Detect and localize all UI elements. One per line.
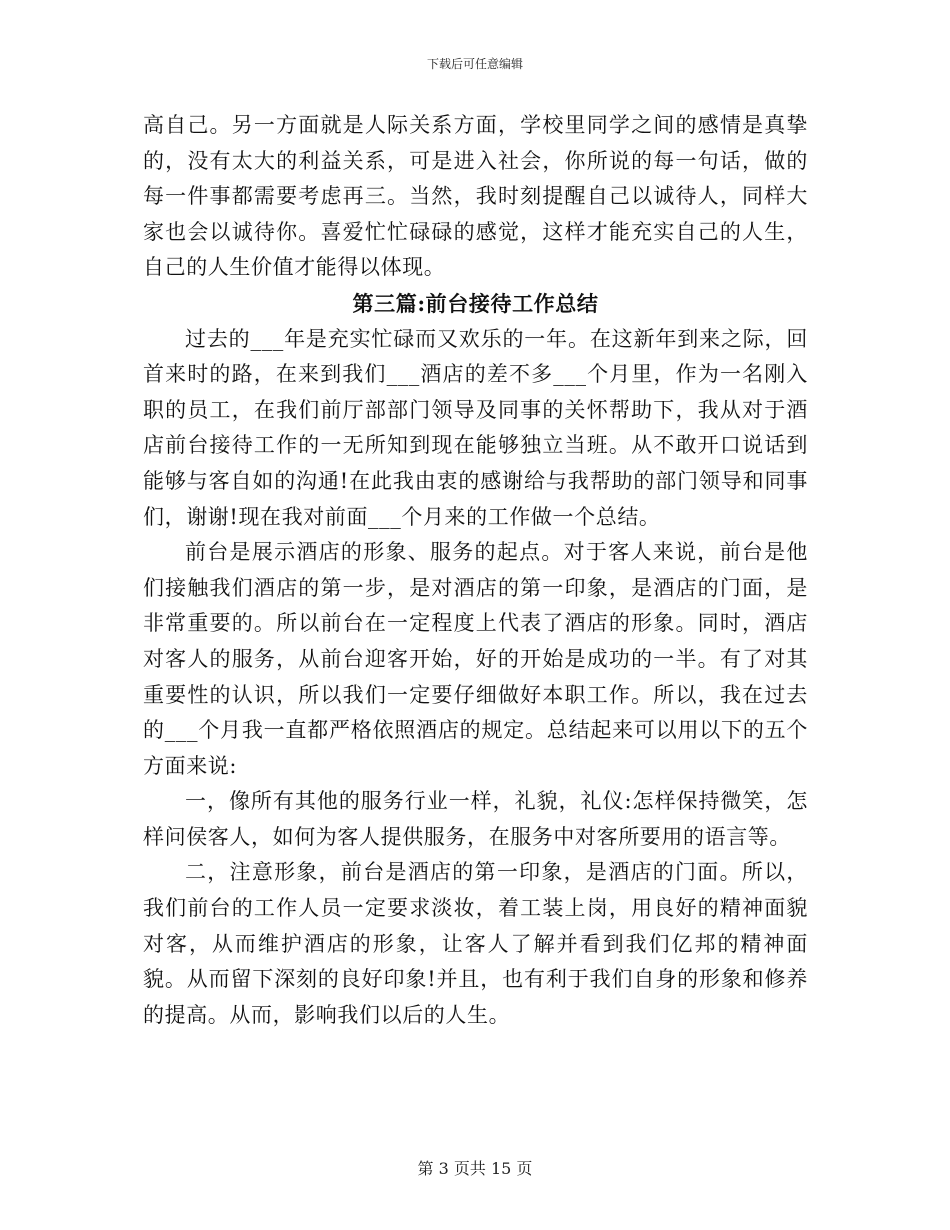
page-header: 下载后可任意编辑 bbox=[426, 57, 523, 71]
continuation-paragraph: 高自己。另一方面就是人际关系方面，学校里同学之间的感情是真挚的，没有太大的利益关系，可是进入社会，你所说的每一句话，做的每一件事都需要考虑再三。当然，我时刻提醒自己以诚待人，同样大家也会以诚待你。喜爱忙忙碌碌的感觉，这样才能充实自己的人生，自己的人生价值才能得以体现。 bbox=[143, 113, 808, 280]
page-footer: 第 3 页共 15 页 bbox=[417, 1159, 533, 1178]
paragraph-3: 一，像所有其他的服务行业一样，礼貌，礼仪:怎样保持微笑，怎样问侯客人，如何为客人提供服务，在服务中对客所要用的语言等。 bbox=[143, 789, 808, 849]
paragraph-2: 前台是展示酒店的形象、服务的起点。对于客人来说，前台是他们接触我们酒店的第一步，是对酒店的第一印象，是酒店的门面，是非常重要的。所以前台在一定程度上代表了酒店的形象。同时，酒店对客人的服务，从前台迎客开始，好的开始是成功的一半。有了对其重要性的认识，所以我们一定要仔细做好本职工作。所以，我在过去的___个月我一直都严格依照酒店的规定。总结起来可以用以下的五个方面来说: bbox=[143, 540, 808, 778]
document-body bbox=[143, 108, 808, 1033]
paragraph-1: 过去的___年是充实忙碌而又欢乐的一年。在这新年到来之际，回首来时的路，在来到我们___酒店的差不多___个月里，作为一名刚入职的员工，在我们前厅部部门领导及同事的关怀帮助下，我从对于酒店前台接待工作的一无所知到现在能够独立当班。从不敢开口说话到能够与客自如的沟通!在此我由衷的感谢给与我帮助的部门领导和同事们，谢谢!现在我对前面___个月来的工作做一个总结。 bbox=[143, 326, 808, 529]
paragraph-4: 二，注意形象，前台是酒店的第一印象，是酒店的门面。所以，我们前台的工作人员一定要求淡妆，着工装上岗，用良好的精神面貌对客，从而维护酒店的形象，让客人了解并看到我们亿邦的精神面貌。从而留下深刻的良好印象!并且，也有利于我们自身的形象和修养的提高。从而，影响我们以后的人生。 bbox=[143, 860, 808, 1027]
section-title: 第三篇:前台接待工作总结 bbox=[352, 290, 599, 316]
